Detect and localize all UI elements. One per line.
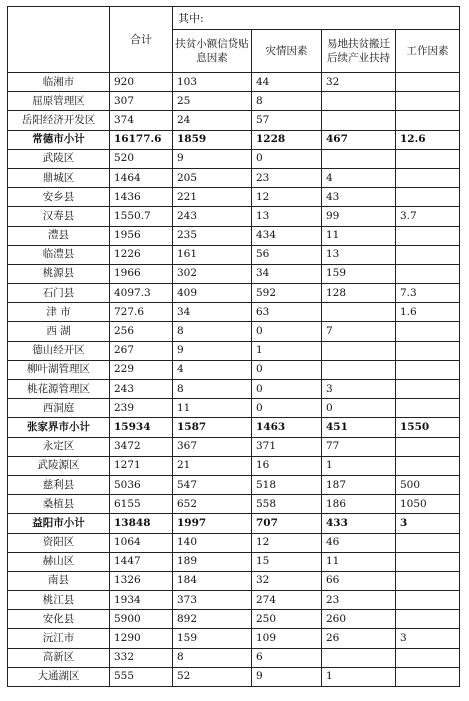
region-cell: 桃花源管理区 (8, 380, 110, 399)
work-cell (396, 360, 460, 379)
relocation-cell: 11 (322, 552, 396, 571)
loan-interest-cell: 189 (173, 552, 252, 571)
relocation-cell: 433 (322, 514, 396, 533)
total-cell: 239 (110, 399, 173, 418)
disaster-cell: 13 (252, 207, 322, 226)
table-row (8, 571, 460, 590)
disaster-cell: 15 (252, 552, 322, 571)
total-cell: 6155 (110, 495, 173, 514)
disaster-cell: 109 (252, 629, 322, 648)
loan-interest-cell: 373 (173, 591, 252, 610)
total-cell: 5036 (110, 475, 173, 494)
subtotal-row (8, 418, 460, 437)
relocation-cell (322, 648, 396, 667)
loan-interest-cell: 243 (173, 207, 252, 226)
relocation-cell: 11 (322, 226, 396, 245)
region-cell: 屈原管理区 (8, 92, 110, 111)
work-cell (396, 380, 460, 399)
total-cell: 1226 (110, 245, 173, 264)
region-cell: 津 市 (8, 303, 110, 322)
table-row (8, 533, 460, 552)
region-cell: 资阳区 (8, 533, 110, 552)
total-cell: 243 (110, 380, 173, 399)
table-row (8, 552, 460, 571)
table-row (8, 456, 460, 475)
work-cell (396, 264, 460, 283)
region-cell: 安乡县 (8, 188, 110, 207)
relocation-cell: 46 (322, 533, 396, 552)
table-row (8, 648, 460, 667)
total-cell: 374 (110, 111, 173, 130)
disaster-cell: 12 (252, 188, 322, 207)
disaster-cell: 707 (252, 514, 322, 533)
region-cell: 桃江县 (8, 591, 110, 610)
work-cell: 1.6 (396, 303, 460, 322)
header-work: 工作因素 (396, 30, 460, 73)
region-cell: 石门县 (8, 284, 110, 303)
loan-interest-cell: 24 (173, 111, 252, 130)
region-cell: 德山经开区 (8, 341, 110, 360)
region-cell: 高新区 (8, 648, 110, 667)
table-row (8, 610, 460, 629)
relocation-cell: 23 (322, 591, 396, 610)
work-cell (396, 92, 460, 111)
disaster-cell: 0 (252, 322, 322, 341)
disaster-cell: 0 (252, 149, 322, 168)
relocation-cell: 187 (322, 475, 396, 494)
work-cell (396, 188, 460, 207)
loan-interest-cell: 8 (173, 322, 252, 341)
total-cell: 4097.3 (110, 284, 173, 303)
table-row (8, 437, 460, 456)
total-cell: 1956 (110, 226, 173, 245)
total-cell: 1934 (110, 591, 173, 610)
table-row (8, 629, 460, 648)
work-cell (396, 552, 460, 571)
loan-interest-cell: 1997 (173, 514, 252, 533)
disaster-cell: 0 (252, 380, 322, 399)
total-cell: 1326 (110, 571, 173, 590)
work-cell (396, 399, 460, 418)
total-cell: 1550.7 (110, 207, 173, 226)
work-cell (396, 648, 460, 667)
disaster-cell: 371 (252, 437, 322, 456)
loan-interest-cell: 1859 (173, 130, 252, 149)
table-row (8, 360, 460, 379)
work-cell (396, 149, 460, 168)
work-cell (396, 245, 460, 264)
table-row (8, 245, 460, 264)
region-cell: 益阳市小计 (8, 514, 110, 533)
loan-interest-cell: 205 (173, 168, 252, 187)
loan-interest-cell: 11 (173, 399, 252, 418)
relocation-cell: 451 (322, 418, 396, 437)
relocation-cell: 13 (322, 245, 396, 264)
disaster-cell: 274 (252, 591, 322, 610)
disaster-cell: 0 (252, 360, 322, 379)
relocation-cell: 99 (322, 207, 396, 226)
loan-interest-cell: 367 (173, 437, 252, 456)
disaster-cell: 44 (252, 73, 322, 92)
work-cell: 3 (396, 629, 460, 648)
region-cell: 沅江市 (8, 629, 110, 648)
disaster-cell: 1 (252, 341, 322, 360)
disaster-cell: 9 (252, 667, 322, 686)
work-cell: 3 (396, 514, 460, 533)
relocation-cell: 7 (322, 322, 396, 341)
table-row (8, 226, 460, 245)
disaster-cell: 518 (252, 475, 322, 494)
table-row (8, 73, 460, 92)
disaster-cell: 34 (252, 264, 322, 283)
loan-interest-cell: 221 (173, 188, 252, 207)
total-cell: 727.6 (110, 303, 173, 322)
disaster-cell: 1463 (252, 418, 322, 437)
loan-interest-cell: 103 (173, 73, 252, 92)
table-row (8, 168, 460, 187)
loan-interest-cell: 9 (173, 341, 252, 360)
work-cell: 3.7 (396, 207, 460, 226)
total-cell: 1436 (110, 188, 173, 207)
header-loan-interest: 扶贫小额信贷贴息因素 (173, 30, 252, 73)
table-row (8, 111, 460, 130)
work-cell (396, 437, 460, 456)
loan-interest-cell: 1587 (173, 418, 252, 437)
total-cell: 5900 (110, 610, 173, 629)
table-row (8, 380, 460, 399)
table-row (8, 495, 460, 514)
table-row (8, 399, 460, 418)
total-cell: 1064 (110, 533, 173, 552)
disaster-cell: 56 (252, 245, 322, 264)
loan-interest-cell: 409 (173, 284, 252, 303)
loan-interest-cell: 4 (173, 360, 252, 379)
table-row (8, 284, 460, 303)
total-cell: 1271 (110, 456, 173, 475)
header-row-top (8, 7, 460, 30)
region-cell: 南县 (8, 571, 110, 590)
relocation-cell: 3 (322, 380, 396, 399)
work-cell (396, 341, 460, 360)
relocation-cell: 43 (322, 188, 396, 207)
header-region (8, 7, 110, 73)
relocation-cell: 128 (322, 284, 396, 303)
table-row (8, 322, 460, 341)
relocation-cell (322, 341, 396, 360)
total-cell: 15934 (110, 418, 173, 437)
region-cell: 桃源县 (8, 264, 110, 283)
work-cell: 1550 (396, 418, 460, 437)
relocation-cell: 66 (322, 571, 396, 590)
table-row (8, 188, 460, 207)
loan-interest-cell: 8 (173, 648, 252, 667)
region-cell: 汉寿县 (8, 207, 110, 226)
loan-interest-cell: 892 (173, 610, 252, 629)
loan-interest-cell: 8 (173, 380, 252, 399)
total-cell: 229 (110, 360, 173, 379)
relocation-cell (322, 111, 396, 130)
disaster-cell: 63 (252, 303, 322, 322)
total-cell: 1447 (110, 552, 173, 571)
total-cell: 3472 (110, 437, 173, 456)
work-cell (396, 533, 460, 552)
region-cell: 武陵源区 (8, 456, 110, 475)
disaster-cell: 1228 (252, 130, 322, 149)
region-cell: 安化县 (8, 610, 110, 629)
region-cell: 西洞庭 (8, 399, 110, 418)
work-cell (396, 591, 460, 610)
table-row (8, 667, 460, 686)
relocation-cell: 159 (322, 264, 396, 283)
disaster-cell: 23 (252, 168, 322, 187)
disaster-cell: 16 (252, 456, 322, 475)
work-cell (396, 226, 460, 245)
region-cell: 临湘市 (8, 73, 110, 92)
relocation-cell (322, 92, 396, 111)
allocation-table (7, 6, 460, 687)
work-cell (396, 168, 460, 187)
table-row (8, 303, 460, 322)
total-cell: 1290 (110, 629, 173, 648)
work-cell (396, 456, 460, 475)
relocation-cell (322, 360, 396, 379)
relocation-cell: 77 (322, 437, 396, 456)
relocation-cell: 4 (322, 168, 396, 187)
relocation-cell: 260 (322, 610, 396, 629)
total-cell: 1966 (110, 264, 173, 283)
loan-interest-cell: 159 (173, 629, 252, 648)
relocation-cell: 1 (322, 667, 396, 686)
region-cell: 临澧县 (8, 245, 110, 264)
work-cell: 500 (396, 475, 460, 494)
loan-interest-cell: 161 (173, 245, 252, 264)
disaster-cell: 558 (252, 495, 322, 514)
relocation-cell: 1 (322, 456, 396, 475)
region-cell: 西 湖 (8, 322, 110, 341)
disaster-cell: 250 (252, 610, 322, 629)
total-cell: 256 (110, 322, 173, 341)
region-cell: 常德市小计 (8, 130, 110, 149)
disaster-cell: 6 (252, 648, 322, 667)
work-cell (396, 111, 460, 130)
total-cell: 13848 (110, 514, 173, 533)
region-cell: 岳阳经济开发区 (8, 111, 110, 130)
region-cell: 鼎城区 (8, 168, 110, 187)
table-body (8, 73, 460, 687)
header-total: 合计 (110, 7, 173, 73)
total-cell: 555 (110, 667, 173, 686)
table-row (8, 591, 460, 610)
loan-interest-cell: 302 (173, 264, 252, 283)
relocation-cell: 26 (322, 629, 396, 648)
disaster-cell: 8 (252, 92, 322, 111)
loan-interest-cell: 140 (173, 533, 252, 552)
loan-interest-cell: 52 (173, 667, 252, 686)
total-cell: 520 (110, 149, 173, 168)
loan-interest-cell: 25 (173, 92, 252, 111)
disaster-cell: 434 (252, 226, 322, 245)
region-cell: 慈利县 (8, 475, 110, 494)
subtotal-row (8, 130, 460, 149)
table-row (8, 341, 460, 360)
total-cell: 307 (110, 92, 173, 111)
table-row (8, 475, 460, 494)
total-cell: 267 (110, 341, 173, 360)
region-cell: 桑植县 (8, 495, 110, 514)
relocation-cell: 32 (322, 73, 396, 92)
work-cell (396, 73, 460, 92)
region-cell: 永定区 (8, 437, 110, 456)
disaster-cell: 12 (252, 533, 322, 552)
relocation-cell: 467 (322, 130, 396, 149)
subtotal-row (8, 514, 460, 533)
loan-interest-cell: 34 (173, 303, 252, 322)
disaster-cell: 592 (252, 284, 322, 303)
work-cell (396, 667, 460, 686)
table-row (8, 264, 460, 283)
relocation-cell: 0 (322, 399, 396, 418)
work-cell: 7.3 (396, 284, 460, 303)
loan-interest-cell: 184 (173, 571, 252, 590)
disaster-cell: 57 (252, 111, 322, 130)
region-cell: 赫山区 (8, 552, 110, 571)
disaster-cell: 0 (252, 399, 322, 418)
work-cell: 1050 (396, 495, 460, 514)
relocation-cell (322, 149, 396, 168)
header-disaster: 灾情因素 (252, 30, 322, 73)
table-row (8, 149, 460, 168)
loan-interest-cell: 235 (173, 226, 252, 245)
loan-interest-cell: 652 (173, 495, 252, 514)
work-cell (396, 610, 460, 629)
loan-interest-cell: 547 (173, 475, 252, 494)
table-row (8, 207, 460, 226)
region-cell: 武陵区 (8, 149, 110, 168)
loan-interest-cell: 9 (173, 149, 252, 168)
region-cell: 柳叶湖管理区 (8, 360, 110, 379)
loan-interest-cell: 21 (173, 456, 252, 475)
region-cell: 大通湖区 (8, 667, 110, 686)
work-cell (396, 571, 460, 590)
total-cell: 920 (110, 73, 173, 92)
relocation-cell: 186 (322, 495, 396, 514)
header-relocation: 易地扶贫搬迁后续产业扶持 (322, 30, 396, 73)
table-row (8, 92, 460, 111)
header-among: 其中: (173, 7, 460, 30)
region-cell: 澧县 (8, 226, 110, 245)
total-cell: 16177.6 (110, 130, 173, 149)
total-cell: 1464 (110, 168, 173, 187)
work-cell: 12.6 (396, 130, 460, 149)
total-cell: 332 (110, 648, 173, 667)
disaster-cell: 32 (252, 571, 322, 590)
region-cell: 张家界市小计 (8, 418, 110, 437)
relocation-cell (322, 303, 396, 322)
work-cell (396, 322, 460, 341)
